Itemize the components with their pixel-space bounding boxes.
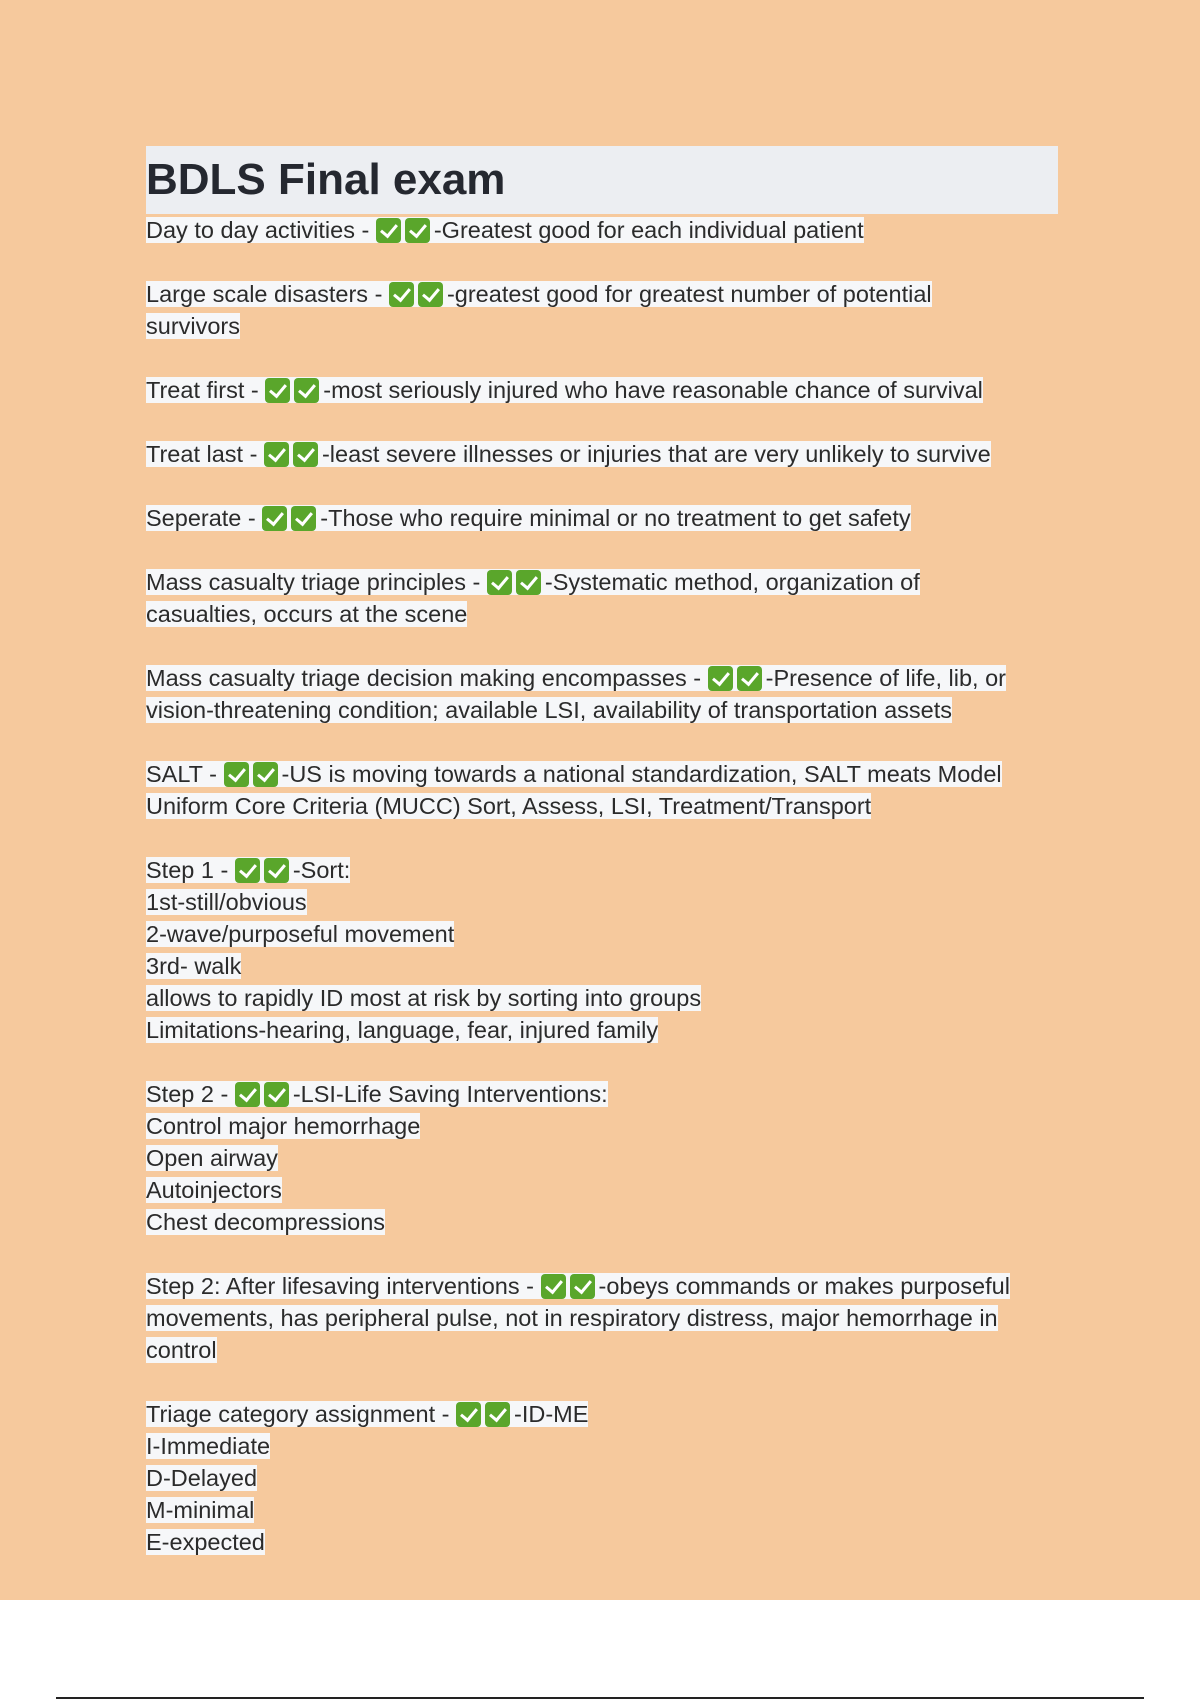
flashcard-entry (146, 1270, 1056, 1366)
highlighted-text (146, 1113, 420, 1139)
checkmark-icon (224, 762, 249, 787)
entry-answer-text: M-minimal (146, 1497, 255, 1523)
entry-first-line (146, 566, 1056, 598)
highlighted-text (146, 1401, 588, 1427)
entry-answer-text: Limitations-hearing, language, fear, injured family (146, 1017, 659, 1043)
entry-first-line (146, 758, 1056, 790)
entry-answer-text: -obeys commands or makes purposeful (598, 1273, 1010, 1299)
highlighted-text (146, 1145, 278, 1171)
highlighted-text (146, 505, 911, 531)
checkmark-icon (708, 666, 733, 691)
highlighted-text (146, 857, 350, 883)
checkmark-icon (262, 506, 287, 531)
entry-continuation-line (146, 1334, 1056, 1366)
double-checkmark-icon (541, 1270, 599, 1302)
entry-answer-text: 2-wave/purposeful movement (146, 921, 455, 947)
entry-answer-text: -ID-ME (514, 1401, 589, 1427)
entry-first-line (146, 438, 1056, 470)
entry-first-line (146, 662, 1056, 694)
checkmark-icon (570, 1274, 595, 1299)
highlighted-text (146, 441, 991, 467)
checkmark-icon (294, 378, 319, 403)
highlighted-text (146, 1081, 608, 1107)
entry-answer-text: -Those who require minimal or no treatment to get safety (320, 505, 911, 531)
entry-continuation-line (146, 1526, 1056, 1558)
double-checkmark-icon (708, 662, 766, 694)
checkmark-icon (485, 1402, 510, 1427)
highlighted-text (146, 281, 932, 307)
double-checkmark-icon (235, 854, 293, 886)
flashcard-entry (146, 1398, 1056, 1558)
entry-first-line (146, 374, 1056, 406)
entry-term: Mass casualty triage principles - (146, 569, 487, 595)
highlighted-text (146, 1273, 1010, 1299)
entry-first-line (146, 214, 1056, 246)
checkmark-icon (235, 1082, 260, 1107)
entry-term: Day to day activities - (146, 217, 376, 243)
highlighted-text (146, 1433, 270, 1459)
highlighted-text (146, 793, 871, 819)
highlighted-text (146, 1017, 658, 1043)
entry-continuation-line (146, 694, 1056, 726)
flashcard-entry (146, 438, 1056, 470)
entry-first-line (146, 1398, 1056, 1430)
highlighted-text (146, 665, 1006, 691)
highlighted-text (146, 313, 240, 339)
entry-term: Treat last - (146, 441, 264, 467)
checkmark-icon (265, 378, 290, 403)
double-checkmark-icon (265, 374, 323, 406)
entry-continuation-line (146, 598, 1056, 630)
checkmark-icon (405, 218, 430, 243)
entry-continuation-line (146, 886, 1056, 918)
highlighted-text (146, 953, 241, 979)
entry-term: Mass casualty triage decision making encompasses - (146, 665, 708, 691)
double-checkmark-icon (389, 278, 447, 310)
entry-answer-text: allows to rapidly ID most at risk by sorting into groups (146, 985, 702, 1011)
checkmark-icon (253, 762, 278, 787)
entry-first-line (146, 278, 1056, 310)
entry-answer-text: -Presence of life, lib, or (765, 665, 1006, 691)
entry-answer-text: vision-threatening condition; available LSI, availability of transportation assets (146, 697, 952, 723)
entry-answer-text: -greatest good for greatest number of potential (446, 281, 932, 307)
flashcard-entry (146, 374, 1056, 406)
checkmark-icon (389, 282, 414, 307)
title-bar (146, 146, 1058, 214)
entry-answer-text: control (146, 1337, 217, 1363)
highlighted-text (146, 1497, 254, 1523)
double-checkmark-icon (262, 502, 320, 534)
entry-answer-text: -Greatest good for each individual patient (433, 217, 864, 243)
entry-continuation-line (146, 310, 1056, 342)
highlighted-text (146, 1177, 282, 1203)
flashcard-entry (146, 662, 1056, 726)
entry-term: Step 2: After lifesaving interventions - (146, 1273, 541, 1299)
checkmark-icon (516, 570, 541, 595)
flashcard-entry (146, 854, 1056, 1046)
document-title: BDLS Final exam (146, 155, 506, 204)
highlighted-text (146, 601, 467, 627)
entry-first-line (146, 502, 1056, 534)
highlighted-text (146, 377, 983, 403)
entry-continuation-line (146, 1206, 1056, 1238)
checkmark-icon (487, 570, 512, 595)
double-checkmark-icon (264, 438, 322, 470)
entry-continuation-line (146, 950, 1056, 982)
entry-term: Treat first - (146, 377, 266, 403)
entry-answer-text: -LSI-Life Saving Interventions: (292, 1081, 608, 1107)
entry-continuation-line (146, 1142, 1056, 1174)
checkmark-icon (376, 218, 401, 243)
entry-continuation-line (146, 790, 1056, 822)
entry-answer-text: Control major hemorrhage (146, 1113, 421, 1139)
highlighted-text (146, 761, 1002, 787)
entry-term: Step 1 - (146, 857, 235, 883)
entry-answer-text: movements, has peripheral pulse, not in respiratory distress, major hemorrhage in (146, 1305, 998, 1331)
highlighted-text (146, 985, 701, 1011)
entry-answer-text: -most seriously injured who have reasonable chance of survival (323, 377, 983, 403)
entry-continuation-line (146, 1494, 1056, 1526)
entry-continuation-line (146, 1302, 1056, 1334)
checkmark-icon (541, 1274, 566, 1299)
flashcard-list (146, 214, 1056, 1558)
highlighted-text (146, 569, 920, 595)
entry-answer-text: -Sort: (292, 857, 351, 883)
entry-first-line (146, 854, 1056, 886)
entry-continuation-line (146, 1110, 1056, 1142)
checkmark-icon (737, 666, 762, 691)
entry-continuation-line (146, 918, 1056, 950)
highlighted-text (146, 1465, 257, 1491)
flashcard-entry (146, 214, 1056, 246)
entry-answer-text: -least severe illnesses or injuries that are very unlikely to survive (321, 441, 991, 467)
entry-term: SALT - (146, 761, 224, 787)
entry-answer-text: Uniform Core Criteria (MUCC) Sort, Assess, LSI, Treatment/Transport (146, 793, 872, 819)
entry-term: Seperate - (146, 505, 263, 531)
entry-term: Step 2 - (146, 1081, 235, 1107)
entry-answer-text: Open airway (146, 1145, 278, 1171)
entry-continuation-line (146, 1014, 1056, 1046)
checkmark-icon (418, 282, 443, 307)
double-checkmark-icon (224, 758, 282, 790)
entry-continuation-line (146, 982, 1056, 1014)
highlighted-text (146, 1305, 998, 1331)
flashcard-entry (146, 758, 1056, 822)
highlighted-text (146, 1337, 217, 1363)
document-content (146, 146, 1056, 1558)
checkmark-icon (456, 1402, 481, 1427)
flashcard-entry (146, 1078, 1056, 1238)
highlighted-text (146, 1209, 385, 1235)
entry-answer-text: I-Immediate (146, 1433, 271, 1459)
checkmark-icon (293, 442, 318, 467)
checkmark-icon (264, 858, 289, 883)
checkmark-icon (264, 442, 289, 467)
entry-answer-text: 1st-still/obvious (146, 889, 307, 915)
checkmark-icon (264, 1082, 289, 1107)
entry-answer-text: 3rd- walk (146, 953, 242, 979)
highlighted-text (146, 697, 952, 723)
entry-answer-text: E-expected (146, 1529, 265, 1555)
checkmark-icon (291, 506, 316, 531)
highlighted-text (146, 889, 307, 915)
flashcard-entry (146, 278, 1056, 342)
entry-first-line (146, 1270, 1056, 1302)
entry-continuation-line (146, 1174, 1056, 1206)
entry-continuation-line (146, 1430, 1056, 1462)
entry-term: Large scale disasters - (146, 281, 389, 307)
entry-continuation-line (146, 1462, 1056, 1494)
entry-answer-text: -Systematic method, organization of (544, 569, 920, 595)
checkmark-icon (235, 858, 260, 883)
entry-answer-text: casualties, occurs at the scene (146, 601, 468, 627)
entry-answer-text: -US is moving towards a national standardization, SALT meats Model (281, 761, 1002, 787)
double-checkmark-icon (376, 214, 434, 246)
entry-term: Triage category assignment - (146, 1401, 456, 1427)
entry-answer-text: Autoinjectors (146, 1177, 282, 1203)
flashcard-entry (146, 502, 1056, 534)
highlighted-text (146, 1529, 265, 1555)
highlighted-text (146, 921, 454, 947)
double-checkmark-icon (456, 1398, 514, 1430)
entry-answer-text: Chest decompressions (146, 1209, 386, 1235)
double-checkmark-icon (487, 566, 545, 598)
highlighted-text (146, 217, 864, 243)
entry-first-line (146, 1078, 1056, 1110)
footer-divider (56, 1697, 1144, 1699)
entry-answer-text: survivors (146, 313, 241, 339)
entry-answer-text: D-Delayed (146, 1465, 258, 1491)
double-checkmark-icon (235, 1078, 293, 1110)
flashcard-entry (146, 566, 1056, 630)
